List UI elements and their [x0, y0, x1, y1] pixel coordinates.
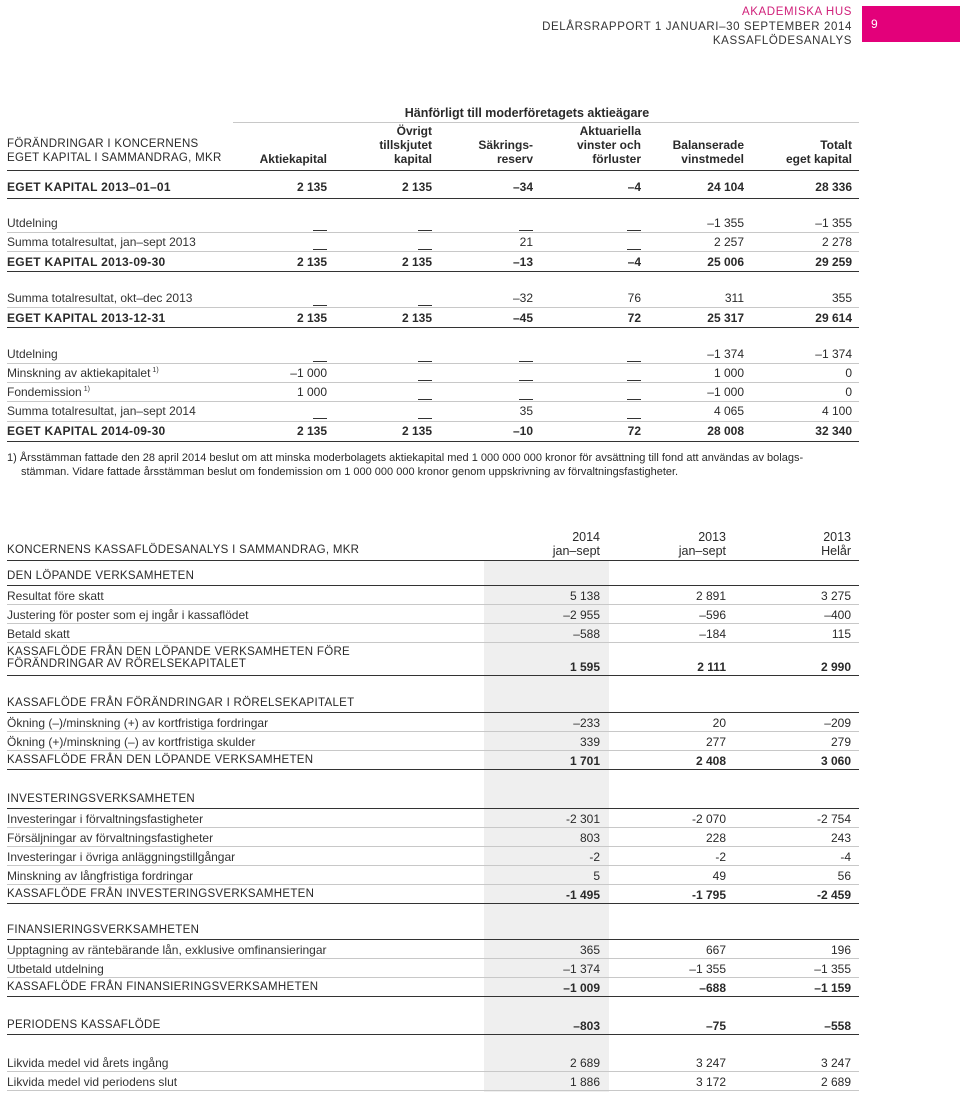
footnote-line-2: stämman. Vidare fattade årsstämman beslut om fondemission om 1 000 000 000 kronor genom uppskrivning av förvaltningsfastigheter.	[21, 465, 679, 478]
cashflow-value: -2 301	[565, 812, 600, 826]
cashflow-label-text: Försäljningar av förvaltningsfastigheter	[7, 831, 214, 845]
cashflow-row	[7, 866, 859, 885]
row-divider	[7, 327, 859, 328]
cashflow-row-label	[7, 943, 327, 957]
equity-value: –34	[512, 180, 533, 194]
cashflow-row-label	[7, 716, 268, 730]
cashflow-row-label	[7, 869, 193, 883]
cashflow-label-text: Likvida medel vid periodens slut	[7, 1075, 178, 1089]
equity-column-header: Aktiekapital	[259, 152, 327, 166]
row-divider	[7, 307, 859, 308]
row-divider	[7, 421, 859, 422]
cashflow-value: -1 795	[691, 888, 726, 902]
cashflow-row	[7, 847, 859, 866]
equity-value: 32 340	[815, 424, 852, 438]
cashflow-row	[7, 732, 859, 751]
cashflow-row-label	[7, 924, 199, 936]
dash-mark	[313, 418, 327, 419]
cashflow-row-label	[7, 570, 194, 582]
equity-row-label-text: Utdelning	[7, 216, 58, 230]
equity-value: 28 008	[707, 424, 744, 438]
equity-title-line-2: EGET KAPITAL I SAMMANDRAG, MKR	[7, 152, 222, 164]
cashflow-value: -1 495	[565, 888, 600, 902]
equity-value: 2 135	[296, 424, 327, 438]
equity-value: –1 000	[290, 366, 327, 380]
dash-cell	[581, 392, 641, 406]
cashflow-row	[7, 809, 859, 828]
equity-value: 2 278	[821, 235, 852, 249]
dash-mark	[627, 418, 641, 419]
cashflow-row-label	[7, 608, 248, 622]
cashflow-value: 243	[830, 831, 851, 845]
equity-row-label	[7, 311, 166, 325]
cashflow-value: 803	[579, 831, 600, 845]
row-divider	[7, 271, 859, 272]
cashflow-value: –1 355	[689, 962, 726, 976]
page-number: 9	[871, 17, 878, 31]
cashflow-label-text: DEN LÖPANDE VERKSAMHETEN	[7, 570, 195, 582]
cashflow-value: 2 689	[820, 1075, 851, 1089]
cashflow-row	[7, 921, 859, 940]
equity-row-label	[7, 291, 192, 305]
equity-changes-table	[7, 0, 859, 460]
cashflow-value: -2 070	[691, 812, 726, 826]
equity-row-label	[7, 235, 196, 249]
equity-value: –1 355	[815, 216, 852, 230]
row-divider	[7, 1090, 859, 1091]
cashflow-row	[7, 586, 859, 605]
cashflow-label-text: KASSAFLÖDE FRÅN FÖRÄNDRINGAR I RÖRELSEKAPITALET	[7, 697, 355, 709]
row-divider	[7, 251, 859, 252]
dash-cell	[267, 242, 327, 256]
cashflow-value: –400	[824, 608, 851, 622]
cashflow-column-header: 2014	[572, 530, 600, 544]
cashflow-label-text: Ökning (+)/minskning (–) av kortfristiga skulder	[7, 735, 256, 749]
cashflow-value: -2 754	[816, 812, 851, 826]
cashflow-row	[7, 1016, 859, 1035]
cashflow-row	[7, 978, 859, 997]
cashflow-label-text: Investeringar i förvaltningsfastigheter	[7, 812, 204, 826]
equity-row-label	[7, 255, 166, 269]
dash-cell	[267, 223, 327, 237]
row-divider	[7, 675, 859, 676]
row-divider	[7, 996, 859, 997]
equity-column-header: vinster och	[576, 138, 641, 152]
equity-title-line-1: FÖRÄNDRINGAR I KONCERNENS	[7, 138, 199, 150]
cashflow-label-text: INVESTERINGSVERKSAMHETEN	[7, 793, 196, 805]
equity-value: 0	[845, 385, 852, 399]
row-divider	[7, 903, 859, 904]
equity-row-label	[7, 404, 196, 418]
equity-value: 24 104	[707, 180, 744, 194]
equity-column-header: Aktuariella	[579, 124, 641, 138]
cashflow-label-text: Ökning (–)/minskning (+) av kortfristiga fordringar	[7, 716, 269, 730]
cashflow-value: 49	[712, 869, 726, 883]
equity-value: 72	[627, 424, 641, 438]
equity-row-label-text: Utdelning	[7, 347, 58, 361]
cashflow-label-text: Betald skatt	[7, 627, 70, 641]
brand-name: AKADEMISKA HUS	[741, 6, 852, 18]
cashflow-value: 2 689	[569, 1056, 600, 1070]
cashflow-column-header: jan–sept	[552, 544, 600, 558]
cashflow-label-text: KASSAFLÖDE FRÅN DEN LÖPANDE VERKSAMHETEN	[7, 754, 314, 766]
group-header: Hänförligt till moderföretagets aktieägare	[404, 106, 650, 120]
equity-value: –32	[512, 291, 533, 305]
dash-cell	[372, 411, 432, 425]
equity-value: 2 135	[401, 311, 432, 325]
equity-row-label	[7, 347, 58, 361]
equity-row-label	[7, 180, 171, 194]
equity-value: 25 006	[707, 255, 744, 269]
equity-value: –4	[627, 255, 641, 269]
dash-cell	[473, 373, 533, 387]
cashflow-column-header: 2013	[823, 530, 851, 544]
cashflow-column-header: 2013	[698, 530, 726, 544]
cashflow-row-label	[7, 754, 313, 766]
equity-value: 0	[845, 366, 852, 380]
equity-column-header: Övrigt	[396, 124, 432, 138]
cashflow-value: 228	[705, 831, 726, 845]
cashflow-value: –2 955	[563, 608, 600, 622]
cashflow-row-label	[7, 589, 104, 603]
dash-cell	[372, 354, 432, 368]
equity-column-header: kapital	[393, 152, 432, 166]
cashflow-row	[7, 828, 859, 847]
equity-column-header: tillskjutet	[379, 138, 432, 152]
cashflow-value: –1 009	[563, 981, 600, 995]
cashflow-row-label	[7, 962, 104, 976]
cashflow-label-text: KASSAFLÖDE FRÅN INVESTERINGSVERKSAMHETEN	[7, 888, 315, 900]
cashflow-value: -2	[589, 850, 600, 864]
equity-column-header: eget kapital	[785, 152, 852, 166]
cashflow-row	[7, 1053, 859, 1072]
dash-cell	[581, 411, 641, 425]
cashflow-row	[7, 694, 859, 713]
equity-row-label-text: Summa totalresultat, jan–sept 2013	[7, 235, 196, 249]
cashflow-title: KONCERNENS KASSAFLÖDESANALYS I SAMMANDRAG, MKR	[7, 544, 360, 556]
equity-value: 2 135	[296, 255, 327, 269]
cashflow-row	[7, 624, 859, 643]
equity-value: 2 135	[296, 311, 327, 325]
cashflow-label-text: KASSAFLÖDE FRÅN DEN LÖPANDE VERKSAMHETEN FÖRE	[7, 646, 351, 658]
equity-value: 29 614	[815, 311, 852, 325]
cashflow-row-label	[7, 646, 350, 670]
cashflow-value: –803	[573, 1019, 600, 1033]
equity-value: 72	[627, 311, 641, 325]
equity-value: –13	[512, 255, 533, 269]
dash-cell	[581, 373, 641, 387]
equity-column-header: förluster	[592, 152, 641, 166]
cashflow-row	[7, 751, 859, 770]
cashflow-value: -4	[840, 850, 851, 864]
equity-value: 4 100	[821, 404, 852, 418]
cashflow-value: –1 374	[563, 962, 600, 976]
cashflow-value: –184	[699, 627, 726, 641]
dash-cell	[372, 373, 432, 387]
cashflow-row-label	[7, 793, 195, 805]
equity-value: 311	[724, 291, 744, 305]
cashflow-value: 339	[579, 735, 600, 749]
cashflow-row-label	[7, 850, 235, 864]
report-title: DELÅRSRAPPORT 1 JANUARI–30 SEPTEMBER 2014	[542, 20, 852, 33]
dash-cell	[581, 242, 641, 256]
cashflow-value: 196	[830, 943, 851, 957]
cashflow-row-label	[7, 831, 213, 845]
cashflow-value: 3 060	[820, 754, 851, 768]
equity-column-header: Balanserade	[672, 138, 744, 152]
cashflow-row-label	[7, 1075, 177, 1089]
row-divider	[7, 363, 859, 364]
header-bottom-line	[7, 170, 859, 171]
cashflow-row	[7, 940, 859, 959]
footnote-line-1: 1) Årsstämman fattade den 28 april 2014 beslut om att minska moderbolagets aktiekapital med 1 000 000 000 kronor för avsättning till fond att användas av bolags-	[7, 452, 804, 464]
dash-cell	[581, 354, 641, 368]
cashflow-row	[7, 959, 859, 978]
cashflow-label-text: Minskning av långfristiga fordringar	[7, 869, 194, 883]
dash-cell	[372, 298, 432, 312]
equity-value: –45	[512, 311, 533, 325]
equity-column-header: Totalt	[820, 138, 852, 152]
cashflow-row-label	[7, 888, 314, 900]
cashflow-row	[7, 713, 859, 732]
dash-cell	[267, 411, 327, 425]
equity-value: 4 065	[713, 404, 744, 418]
equity-row-label	[7, 366, 159, 380]
cashflow-row-label	[7, 1056, 168, 1070]
cashflow-value: 365	[579, 943, 600, 957]
cashflow-label-text: KASSAFLÖDE FRÅN FINANSIERINGSVERKSAMHETEN	[7, 981, 319, 993]
cashflow-value: 3 247	[695, 1056, 726, 1070]
cashflow-label-text: Utbetald utdelning	[7, 962, 104, 976]
cashflow-row	[7, 885, 859, 904]
cashflow-label-text: PERIODENS KASSAFLÖDE	[7, 1019, 161, 1031]
dash-cell	[581, 223, 641, 237]
row-divider	[7, 232, 859, 233]
section-title: KASSAFLÖDESANALYS	[712, 35, 852, 47]
row-divider	[7, 1034, 859, 1035]
cashflow-value: –233	[573, 716, 600, 730]
cashflow-row-label	[7, 1019, 161, 1031]
cashflow-value: –1 355	[814, 962, 851, 976]
equity-row-label-text: Summa totalresultat, jan–sept 2014	[7, 404, 196, 418]
equity-value: 2 135	[401, 255, 432, 269]
equity-value: 2 135	[296, 180, 327, 194]
cashflow-value: -2	[715, 850, 726, 864]
equity-row-label	[7, 216, 58, 230]
cashflow-label-text: Resultat före skatt	[7, 589, 104, 603]
equity-row-label-text: EGET KAPITAL 2013–01–01	[7, 180, 171, 194]
row-divider	[7, 382, 859, 383]
equity-value: 76	[627, 291, 641, 305]
equity-value: 28 336	[815, 180, 852, 194]
cashflow-value: 5 138	[569, 589, 600, 603]
cashflow-row-label	[7, 735, 255, 749]
equity-value: –1 000	[707, 385, 744, 399]
cashflow-value: –588	[573, 627, 600, 641]
cashflow-row	[7, 790, 859, 809]
footnote-marker: 1)	[152, 367, 159, 374]
cashflow-value: 2 111	[697, 660, 726, 674]
cashflow-value: 277	[705, 735, 726, 749]
cashflow-value: 3 275	[820, 589, 851, 603]
cashflow-column-header: Helår	[821, 544, 851, 558]
equity-value: 1 000	[296, 385, 327, 399]
cashflow-row	[7, 643, 859, 676]
cashflow-value: 5	[593, 869, 600, 883]
equity-value: 21	[519, 235, 533, 249]
equity-value: 29 259	[815, 255, 852, 269]
cashflow-table	[7, 520, 859, 1093]
equity-value: 35	[519, 404, 533, 418]
cashflow-value: –558	[824, 1019, 851, 1033]
cashflow-row	[7, 605, 859, 624]
cashflow-value: 2 408	[695, 754, 726, 768]
equity-row-label-text: EGET KAPITAL 2013-09-30	[7, 255, 166, 269]
equity-row-label-text: Minskning av aktiekapitalet	[7, 366, 151, 380]
cashflow-row-label	[7, 697, 354, 709]
page-number-box	[862, 6, 960, 42]
equity-value: –4	[627, 180, 641, 194]
cashflow-label-text: FINANSIERINGSVERKSAMHETEN	[7, 924, 200, 936]
footnote	[7, 452, 857, 479]
cashflow-value: –1 159	[814, 981, 851, 995]
equity-column-header: Säkrings-	[478, 138, 533, 152]
cashflow-value: 1 886	[569, 1075, 600, 1089]
cashflow-value: 56	[837, 869, 851, 883]
equity-value: 2 135	[401, 180, 432, 194]
cashflow-row-label	[7, 981, 318, 993]
cashflow-value: –688	[699, 981, 726, 995]
equity-column-header: reserv	[496, 152, 533, 166]
group-header-line	[233, 122, 859, 123]
cashflow-value: -2 459	[816, 888, 851, 902]
equity-row-label-text: Summa totalresultat, okt–dec 2013	[7, 291, 193, 305]
dash-cell	[372, 242, 432, 256]
cashflow-value: –75	[705, 1019, 726, 1033]
cashflow-value: 2 990	[820, 660, 851, 674]
cashflow-row	[7, 1072, 859, 1091]
cashflow-header-line	[7, 560, 859, 561]
cashflow-row	[7, 567, 859, 586]
cashflow-label-text: Investeringar i övriga anläggningstillgångar	[7, 850, 236, 864]
cashflow-value: 115	[831, 627, 851, 641]
cashflow-value: 3 172	[695, 1075, 726, 1089]
cashflow-value: 2 891	[695, 589, 726, 603]
equity-value: –1 374	[815, 347, 852, 361]
cashflow-value: 3 247	[820, 1056, 851, 1070]
equity-row-label-text: Fondemission	[7, 385, 82, 399]
equity-row-label	[7, 385, 90, 399]
row-divider	[7, 401, 859, 402]
dash-cell	[267, 298, 327, 312]
equity-value: 25 317	[707, 311, 744, 325]
dash-mark	[418, 418, 432, 419]
equity-value: 2 135	[401, 424, 432, 438]
equity-value: –1 355	[707, 216, 744, 230]
cashflow-row-label	[7, 812, 203, 826]
footnote-marker: 1)	[83, 386, 90, 393]
cashflow-value: 279	[830, 735, 851, 749]
cashflow-label-text-2: FÖRÄNDRINGAR AV RÖRELSEKAPITALET	[7, 658, 247, 670]
cashflow-row-label	[7, 627, 70, 641]
dash-cell	[473, 354, 533, 368]
cashflow-value: 667	[705, 943, 726, 957]
cashflow-value: –596	[699, 608, 726, 622]
cashflow-label-text: Upptagning av räntebärande lån, exklusive omfinansieringar	[7, 943, 327, 957]
dash-cell	[372, 223, 432, 237]
row-divider	[7, 198, 859, 199]
equity-value: 2 257	[713, 235, 744, 249]
equity-value: 355	[831, 291, 852, 305]
equity-row-label-text: EGET KAPITAL 2013-12-31	[7, 311, 166, 325]
equity-value: 1 000	[713, 366, 744, 380]
cashflow-column-header: jan–sept	[678, 544, 726, 558]
row-divider	[7, 769, 859, 770]
equity-column-header: vinstmedel	[681, 152, 744, 166]
equity-value: –10	[512, 424, 533, 438]
cashflow-value: 20	[712, 716, 726, 730]
cashflow-value: 1 701	[569, 754, 600, 768]
equity-row-label-text: EGET KAPITAL 2014-09-30	[7, 424, 166, 438]
cashflow-label-text: Likvida medel vid årets ingång	[7, 1056, 169, 1070]
cashflow-value: –209	[824, 716, 851, 730]
cashflow-label-text: Justering för poster som ej ingår i kassaflödet	[7, 608, 249, 622]
cashflow-value: 1 595	[569, 660, 600, 674]
equity-value: –1 374	[707, 347, 744, 361]
row-divider	[7, 441, 859, 442]
dash-cell	[372, 392, 432, 406]
equity-row-label	[7, 424, 166, 438]
